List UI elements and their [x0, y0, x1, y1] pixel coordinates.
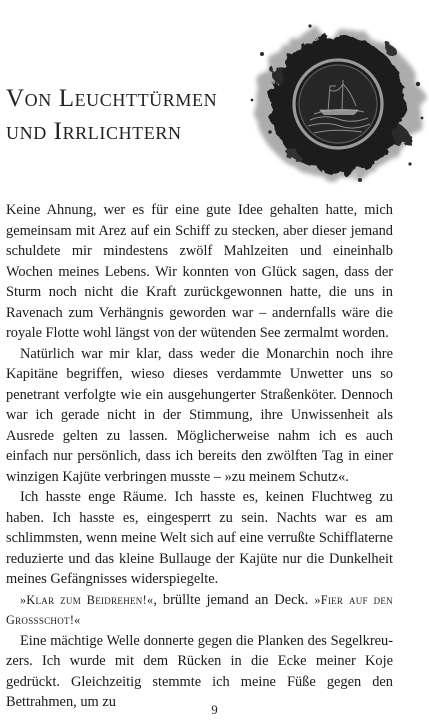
- paragraph-2: Natürlich war mir klar, dass weder die Monarchin noch ihre Kapitäne begriffen, wieso dieses verdammte Unwetter uns so penetrant verfolgte wie ein ausgehungerter Straßenköter. Dennoch war ich gerade nicht in der Stimmung, ihre Unwissenheit als Ausrede gelten zu lassen. Möglicherweise nahm ich es auch einfach nur persönlich, dass ich bereits den zwölften Tag in einer winzigen Kajüte verbringen musste – »zu meinem Schutz«.: [6, 345, 393, 485]
- chapter-title-line-2: und Irrlichtern: [6, 118, 182, 145]
- page-number: 9: [211, 702, 218, 717]
- paragraph-3: Ich hasste enge Räume. Ich hasste es, keinen Fluchtweg zu haben. Ich hasste es, eingesperrt zu sein. Nachts war es am schlimmsten, wenn meine Welt sich auf eine verrußte Schifflaterne reduzierte und das kleine Bullauge der Kajüte nur die Dunkelheit meines Gefängnisses widerspiegelte.: [6, 489, 393, 587]
- chapter-title-line-1: Von Leuchttürmen: [6, 85, 218, 112]
- paragraph-5: Eine mächtige Welle donnerte gegen die Planken des Segelkreuzers. Ich wurde mit dem Rücken in die Ecke meiner Koje gedrückt. Gleichzeitig stemmte ich meine Füße gegen den Bettrahmen, um zu: [6, 632, 393, 710]
- paragraph-4-middle: , brüllte jemand an Deck.: [153, 591, 315, 608]
- chapter-title: [6, 82, 236, 148]
- chapter-body-text: [6, 200, 393, 713]
- shout-grossschot: »Fier auf den Grossschot!«: [6, 592, 393, 627]
- paragraph-1: Keine Ahnung, wer es für eine gute Idee gehalten hatte, mich gemeinsam mit Arez auf ein Schiff zu stecken, aber dieser jemand schuldete mir mindestens zwölf Mahlzeiten und eineinhalb Wochen meines Lebens. Wir konnten von Glück sagen, dass der Sturm noch nicht die Kraft zurückgewonnen hatte, die uns in Ravenach zum Verhängnis geworden war – andernfalls wäre die royale Flotte wohl längst von der wütenden See zermalmt worden.: [6, 202, 393, 341]
- shout-beidrehen: »Klar zum Beidrehen!«: [20, 592, 154, 607]
- paragraph-4: [6, 590, 393, 631]
- ship-in-porthole-ink-icon: [240, 14, 429, 192]
